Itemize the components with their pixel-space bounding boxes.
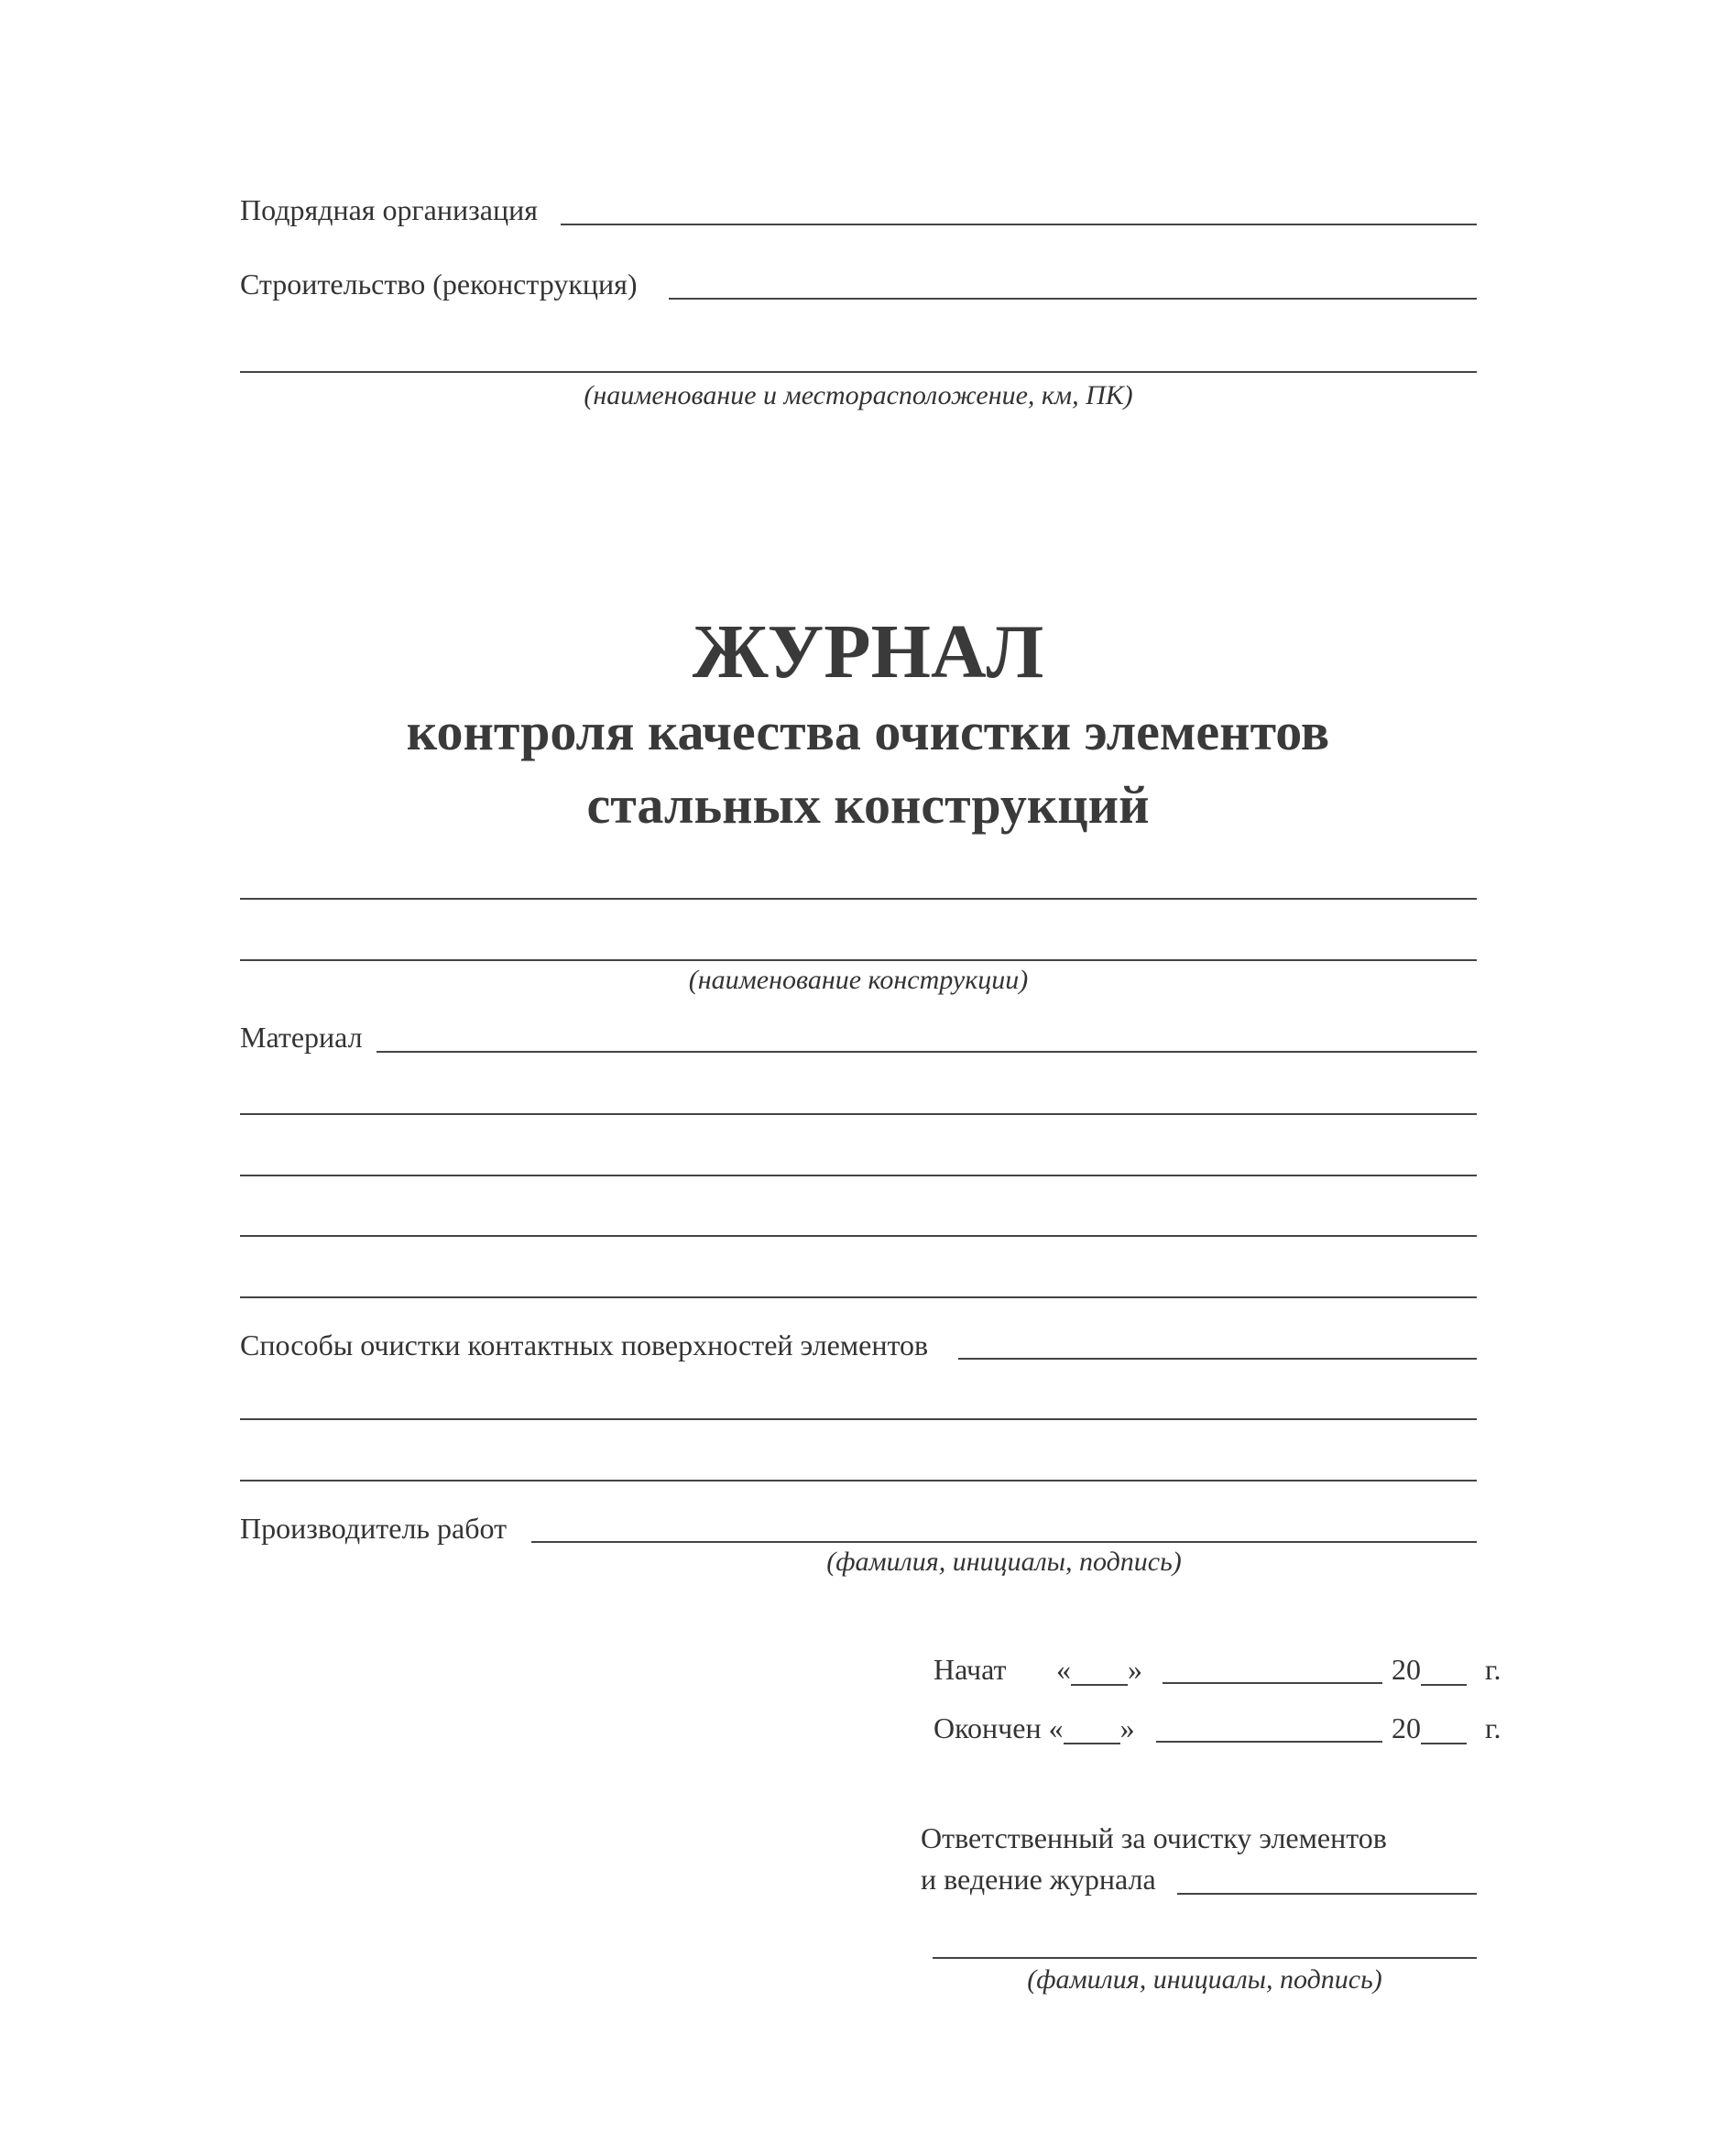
material-field-4[interactable] — [240, 1235, 1477, 1237]
construction-field[interactable] — [669, 298, 1477, 300]
started-label: Начат — [934, 1653, 1007, 1686]
structure-caption: (наименование конструкции) — [688, 965, 1029, 995]
started-quote-open: « — [1056, 1653, 1071, 1686]
works-label: Производитель работ — [240, 1512, 508, 1545]
finished-quote-open: « — [1048, 1711, 1064, 1744]
material-label: Материал — [240, 1021, 363, 1054]
responsible-field[interactable] — [1177, 1893, 1477, 1895]
structure-field-2[interactable] — [240, 959, 1477, 961]
finished-year-field[interactable] — [1421, 1713, 1467, 1744]
started-month-field[interactable] — [1163, 1682, 1382, 1684]
cleaning-field-3[interactable] — [240, 1480, 1477, 1482]
started-year — [1392, 1655, 1501, 1686]
finished-day-field[interactable] — [1064, 1713, 1120, 1744]
responsible-caption: (фамилия, инициалы, подпись) — [1027, 1964, 1382, 1995]
finished-year-prefix: 20 — [1392, 1711, 1421, 1744]
cleaning-label: Способы очистки контактных поверхностей элементов — [240, 1328, 929, 1361]
location-field[interactable] — [240, 371, 1477, 373]
location-caption: (наименование и месторасположение, км, ПК) — [584, 380, 1133, 410]
material-field-3[interactable] — [240, 1175, 1477, 1176]
material-field-5[interactable] — [240, 1296, 1477, 1298]
responsible-signature-field[interactable] — [933, 1957, 1477, 1959]
finished-label-text: Окончен — [934, 1711, 1042, 1744]
page-title: ЖУРНАЛ — [692, 609, 1044, 694]
finished-quote-close: » — [1119, 1711, 1135, 1744]
cleaning-field-2[interactable] — [240, 1418, 1477, 1420]
started-year-suffix: г. — [1485, 1653, 1501, 1686]
started-day-field[interactable] — [1071, 1655, 1128, 1686]
finished-year-suffix: г. — [1485, 1711, 1501, 1744]
responsible-label-line1: Ответственный за очистку элементов — [921, 1821, 1387, 1854]
finished-year — [1392, 1713, 1501, 1744]
contractor-field[interactable] — [561, 224, 1477, 225]
works-caption: (фамилия, инициалы, подпись) — [826, 1547, 1182, 1577]
responsible-label-line2: и ведение журнала — [921, 1863, 1156, 1896]
page-subtitle-line1: контроля качества очистки элементов — [406, 702, 1330, 761]
finished-label — [934, 1713, 1135, 1744]
construction-label: Строительство (реконструкция) — [240, 268, 638, 301]
works-field[interactable] — [531, 1541, 1477, 1543]
contractor-label: Подрядная организация — [240, 193, 538, 226]
started-year-prefix: 20 — [1392, 1653, 1421, 1686]
material-field-1[interactable] — [377, 1051, 1477, 1053]
material-field-2[interactable] — [240, 1113, 1477, 1115]
started-year-field[interactable] — [1421, 1655, 1467, 1686]
finished-month-field[interactable] — [1156, 1741, 1382, 1743]
cleaning-field-1[interactable] — [958, 1358, 1477, 1360]
structure-field-1[interactable] — [240, 898, 1477, 900]
started-quote-close: » — [1128, 1653, 1142, 1686]
started-date — [1056, 1655, 1142, 1686]
page-subtitle-line2: стальных конструкций — [586, 775, 1150, 835]
